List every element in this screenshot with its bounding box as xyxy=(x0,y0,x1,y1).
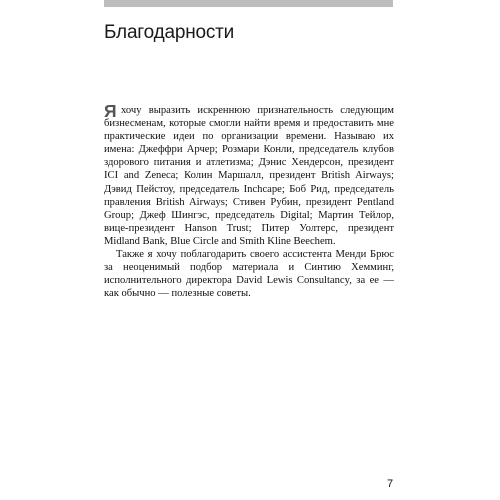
paragraph-1 xyxy=(104,101,394,248)
body-text xyxy=(104,101,394,300)
chapter-title: Благодарности xyxy=(104,22,235,43)
page-number: 7 xyxy=(387,478,394,490)
header-rule xyxy=(104,0,393,7)
paragraph-1-text: хочу выразить искреннюю признательность следующим бизнесменам, которые смогли найти время и предоставить мне практические идеи по организации времени. Называю их имена: Джеффри Арчер; Розмари Конли, председатель клубов здорового питания и атлетизма; Дэнис Хендерсон, президент ICI and Zeneca; Колин Маршалл, президент British Airways; Дэвид Пейстоу, председатель Inchcape; Боб Рид, председатель правления British Airways; Стивен Рубин, президент Pentland Group; Джеф Шингэс, председатель Digital; Мартин Тейлор, вице-президент Hanson Trust; Питер Уолтерс, президент Midland Bank, Blue Circle and Smith Kline Beechem. xyxy=(104,105,394,247)
paragraph-2: Также я хочу поблагодарить своего ассистента Менди Брюс за неоценимый подбор материала и Синтию Хемминг, исполнительного директора David Lewis Consultancy, за ее — как обычно — полезные советы. xyxy=(104,249,394,300)
drop-cap: Я xyxy=(104,101,117,121)
